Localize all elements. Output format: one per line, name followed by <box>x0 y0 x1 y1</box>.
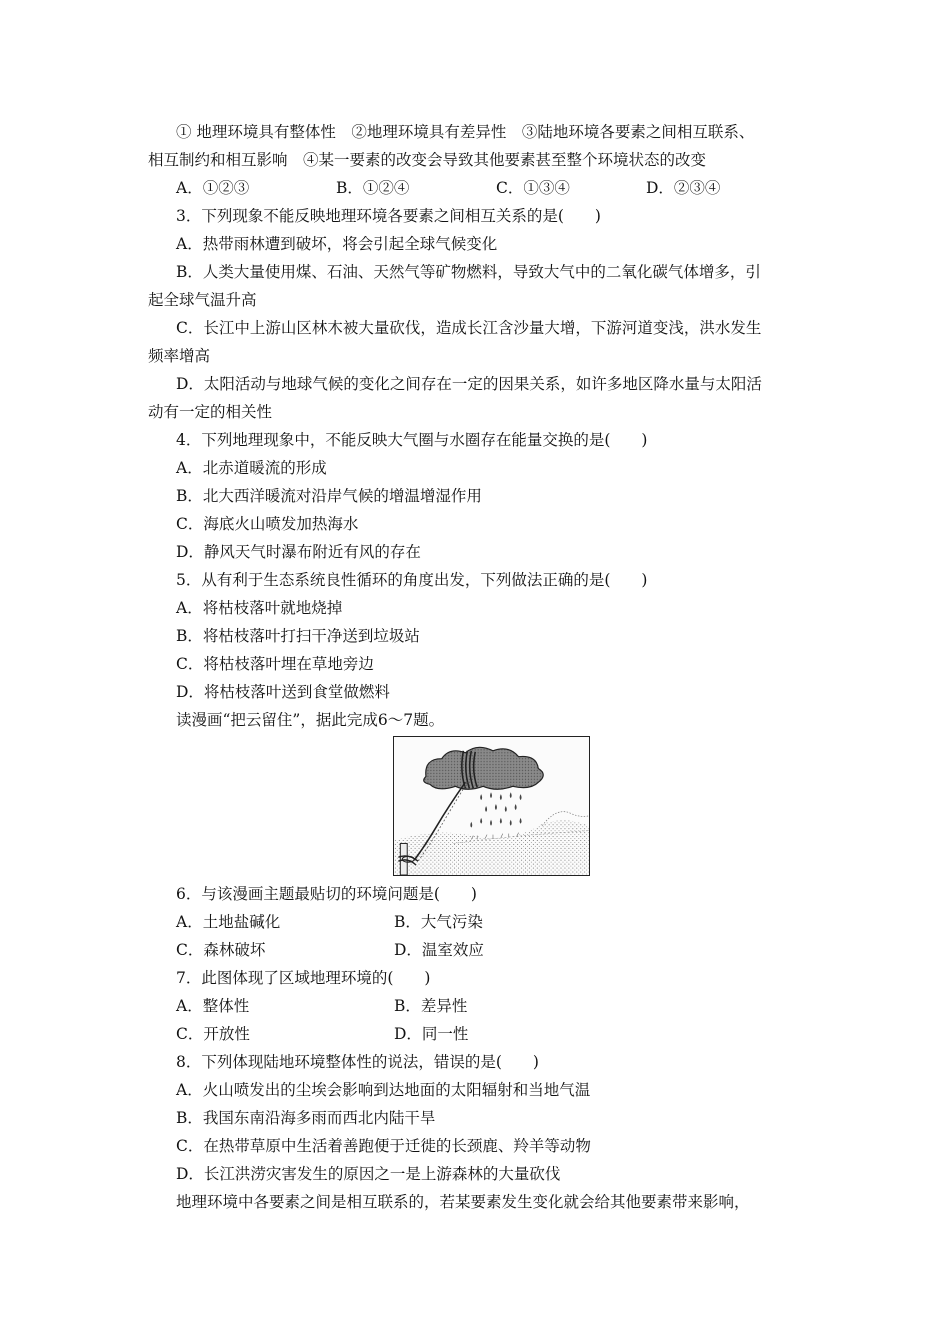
q8-option-c: C．在热带草原中生活着善跑便于迁徙的长颈鹿、羚羊等动物 <box>176 1137 591 1155</box>
q4-stem: 4．下列地理现象中，不能反映大气圈与水圈存在能量交换的是( ) <box>176 431 648 449</box>
q3-stem: 3．下列现象不能反映地理环境各要素之间相互关系的是( ) <box>176 207 601 225</box>
cartoon-figure <box>393 736 590 876</box>
q6-option-d: D．温室效应 <box>394 941 484 959</box>
q5-stem: 5．从有利于生态系统良性循环的角度出发，下列做法正确的是( ) <box>176 571 648 589</box>
q5-option-d: D．将枯枝落叶送到食堂做燃料 <box>176 683 390 701</box>
q4-option-a: A．北赤道暖流的形成 <box>176 459 327 477</box>
q7-option-a: A．整体性 <box>176 997 250 1015</box>
q8-stem: 8．下列体现陆地环境整体性的说法，错误的是( ) <box>176 1053 539 1071</box>
q7-stem: 7．此图体现了区域地理环境的( ) <box>176 969 431 987</box>
q4-option-d: D．静风天气时瀑布附近有风的存在 <box>176 543 421 561</box>
q4-option-b: B．北大西洋暖流对沿岸气候的增温增湿作用 <box>176 487 482 505</box>
q2-statements-line2: 相互制约和相互影响 ④某一要素的改变会导致其他要素甚至整个环境状态的改变 <box>148 151 707 169</box>
q2-statements-line1: ① 地理环境具有整体性 ②地理环境具有差异性 ③陆地环境各要素之间相互联系、 <box>176 123 755 141</box>
q3-option-b: B．人类大量使用煤、石油、天然气等矿物燃料，导致大气中的二氧化碳气体增多，引 <box>176 263 761 281</box>
q6-option-c: C．森林破坏 <box>176 941 266 959</box>
q7-option-c: C．开放性 <box>176 1025 250 1043</box>
q3-option-a: A．热带雨林遭到破坏，将会引起全球气候变化 <box>176 235 498 253</box>
q7-option-b: B．差异性 <box>394 997 468 1015</box>
q7-option-d: D．同一性 <box>394 1025 469 1043</box>
q5-option-b: B．将枯枝落叶打扫干净送到垃圾站 <box>176 627 420 645</box>
q3-option-d: D．太阳活动与地球气候的变化之间存在一定的因果关系，如许多地区降水量与太阳活 <box>176 375 762 393</box>
q7-options-row2 <box>176 1020 776 1048</box>
q2-option-d: D．②③④ <box>646 179 721 197</box>
next-passage-intro: 地理环境中各要素之间是相互联系的，若某要素发生变化就会给其他要素带来影响， <box>176 1193 750 1211</box>
q3-option-c: C．长江中上游山区林木被大量砍伐，造成长江含沙量大增，下游河道变浅，洪水发生 <box>176 319 762 337</box>
cloud-tied-with-rope-illustration <box>394 737 589 875</box>
q2-options <box>176 174 776 202</box>
q2-option-b: B．①②④ <box>336 179 410 197</box>
q5-option-c: C．将枯枝落叶埋在草地旁边 <box>176 655 374 673</box>
q8-option-d: D．长江洪涝灾害发生的原因之一是上游森林的大量砍伐 <box>176 1165 561 1183</box>
q3-option-b-cont: 起全球气温升高 <box>148 291 257 309</box>
q3-option-c-cont: 频率增高 <box>148 347 211 365</box>
q4-option-c: C．海底火山喷发加热海水 <box>176 515 359 533</box>
q3-option-d-cont: 动有一定的相关性 <box>148 403 273 421</box>
q2-option-c: C．①③④ <box>496 179 570 197</box>
q6-stem: 6．与该漫画主题最贴切的环境问题是( ) <box>176 885 477 903</box>
q8-option-b: B．我国东南沿海多雨而西北内陆干旱 <box>176 1109 436 1127</box>
q6-options-row1 <box>176 908 776 936</box>
q6-7-intro: 读漫画“把云留住”，据此完成6～7题。 <box>176 711 445 729</box>
q7-options-row1 <box>176 992 776 1020</box>
q6-option-b: B．大气污染 <box>394 913 483 931</box>
q2-option-a: A．①②③ <box>176 179 250 197</box>
q6-option-a: A．土地盐碱化 <box>176 913 281 931</box>
q6-options-row2 <box>176 936 776 964</box>
q5-option-a: A．将枯枝落叶就地烧掉 <box>176 599 343 617</box>
q8-option-a: A．火山喷发出的尘埃会影响到达地面的太阳辐射和当地气温 <box>176 1081 591 1099</box>
